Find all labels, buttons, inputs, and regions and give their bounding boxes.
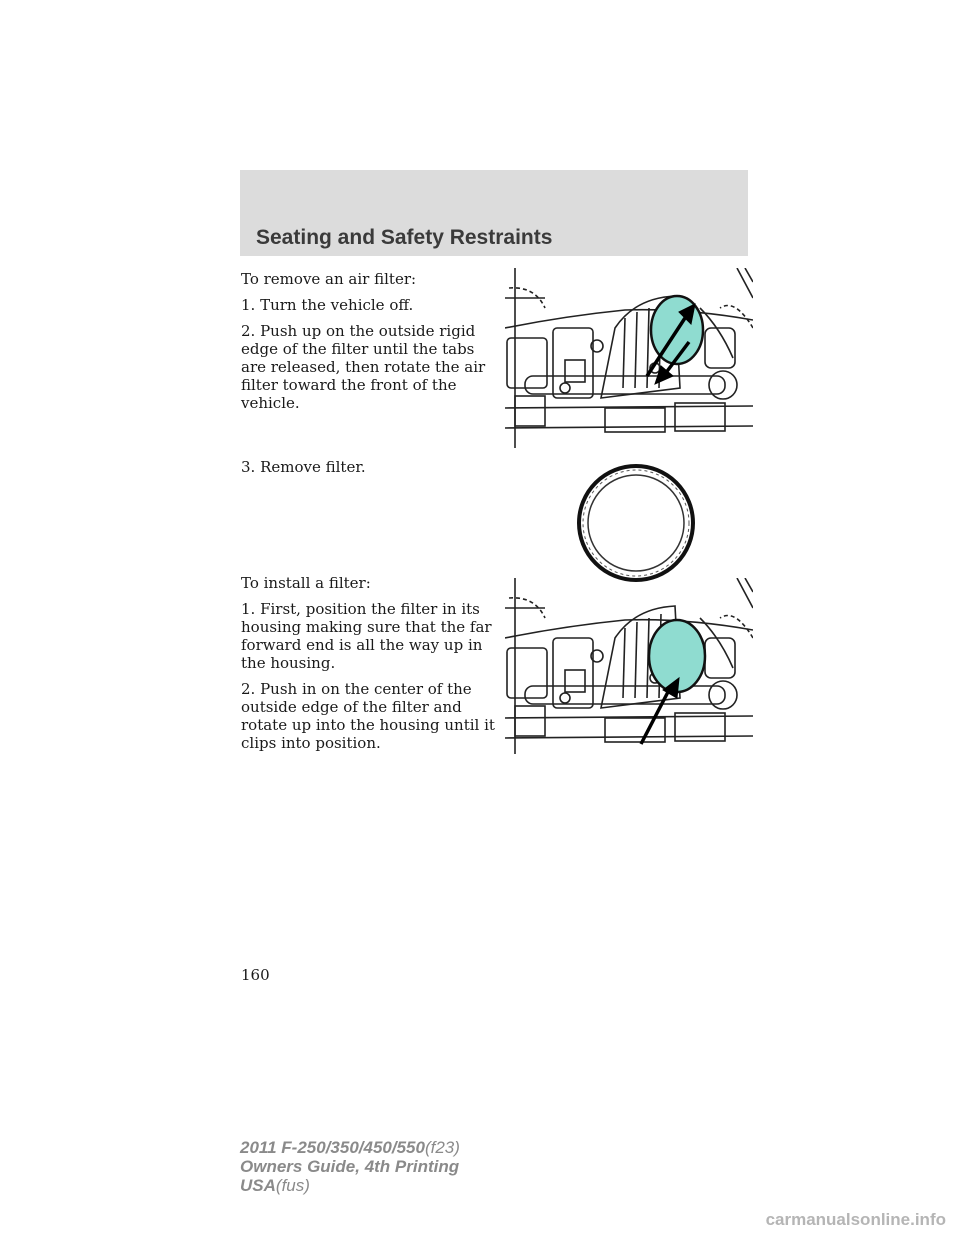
footer-market: USA [240,1176,276,1195]
remove-intro: To remove an air filter: [241,270,417,288]
install-step-1: 1. First, position the filter in its housing making sure that the far forward end is all the way up in the housing. [241,600,492,672]
footer-model: 2011 F-250/350/450/550 [240,1138,425,1157]
footer-model-code: (f23) [424,1138,460,1157]
filter-install-diagram [505,578,753,754]
remove-step-3: 3. Remove filter. [241,458,366,476]
install-step-2: 2. Push in on the center of the outside edge of the filter and rotate up into the housing until it clips into position. [241,680,495,752]
remove-step-2: 2. Push up on the outside rigid edge of the filter until the tabs are released, then rotate the air filter toward the front of the vehicle. [241,322,486,412]
remove-step-1: 1. Turn the vehicle off. [241,296,414,314]
section-title: Seating and Safety Restraints [256,226,553,249]
install-intro: To install a filter: [241,574,371,592]
filter-removal-diagram [505,268,753,448]
section-header [240,170,748,256]
air-filter-ring [575,462,697,584]
watermark: carmanualsonline.info [765,1210,946,1229]
footer-edition: Owners Guide, 4th Printing [240,1157,460,1176]
document-footer [240,1138,460,1195]
footer-market-code: (fus) [275,1176,310,1195]
page-number: 160 [241,966,270,984]
